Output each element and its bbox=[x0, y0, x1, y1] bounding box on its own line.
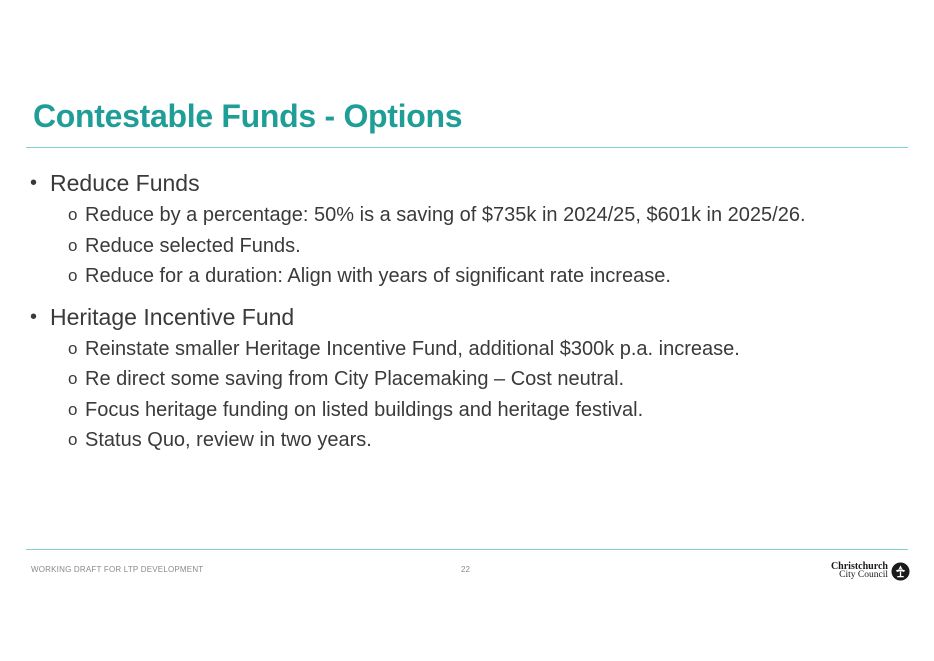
sub-bullet bbox=[30, 334, 910, 365]
footer-divider bbox=[26, 549, 908, 550]
sub-bullet bbox=[30, 200, 910, 231]
page-number: 22 bbox=[461, 565, 470, 574]
title-divider bbox=[26, 147, 908, 148]
sub-bullet-marker: o bbox=[68, 338, 78, 358]
bullet-heading: Reduce Funds bbox=[50, 170, 200, 196]
sub-bullet-text: Status Quo, review in two years. bbox=[85, 429, 372, 451]
sub-bullet-marker: o bbox=[68, 235, 78, 255]
council-logo bbox=[820, 562, 910, 584]
bullet-heritage-incentive-fund bbox=[30, 300, 910, 334]
council-crest-icon bbox=[891, 562, 910, 581]
sub-bullet-text: Re direct some saving from City Placemaking – Cost neutral. bbox=[85, 368, 625, 390]
sub-bullet-marker: o bbox=[68, 399, 78, 419]
bullet-reduce-funds bbox=[30, 166, 910, 200]
sub-bullet-text: Reduce for a duration: Align with years of significant rate increase. bbox=[85, 265, 671, 287]
sub-bullet-text: Reinstate smaller Heritage Incentive Fund, additional $300k p.a. increase. bbox=[85, 337, 740, 360]
sub-bullet-text: Focus heritage funding on listed buildings and heritage festival. bbox=[85, 398, 644, 421]
footer-label: WORKING DRAFT FOR LTP DEVELOPMENT bbox=[31, 565, 204, 574]
sub-bullet-text: Reduce selected Funds. bbox=[85, 234, 301, 257]
bullet-heading: Heritage Incentive Fund bbox=[50, 303, 295, 330]
bullet-dot: • bbox=[30, 172, 38, 194]
slide-body bbox=[30, 166, 910, 456]
sub-bullet-marker: o bbox=[68, 205, 78, 224]
logo-line-2: City Council bbox=[839, 570, 888, 580]
sub-bullet bbox=[30, 425, 910, 456]
bullet-dot: • bbox=[30, 305, 38, 328]
sub-bullet-marker: o bbox=[68, 266, 78, 285]
sub-bullet-text: Reduce by a percentage: 50% is a saving of $735k in 2024/25, $601k in 2025/26. bbox=[85, 204, 806, 226]
sub-bullet bbox=[30, 231, 910, 262]
sub-bullet bbox=[30, 395, 910, 426]
sub-bullet-marker: o bbox=[68, 369, 78, 388]
slide-title: Contestable Funds - Options bbox=[33, 98, 463, 134]
sub-bullet bbox=[30, 261, 910, 292]
logo-line-1: Christchurch bbox=[830, 561, 888, 572]
sub-bullet-marker: o bbox=[68, 430, 78, 449]
sub-bullet bbox=[30, 364, 910, 395]
